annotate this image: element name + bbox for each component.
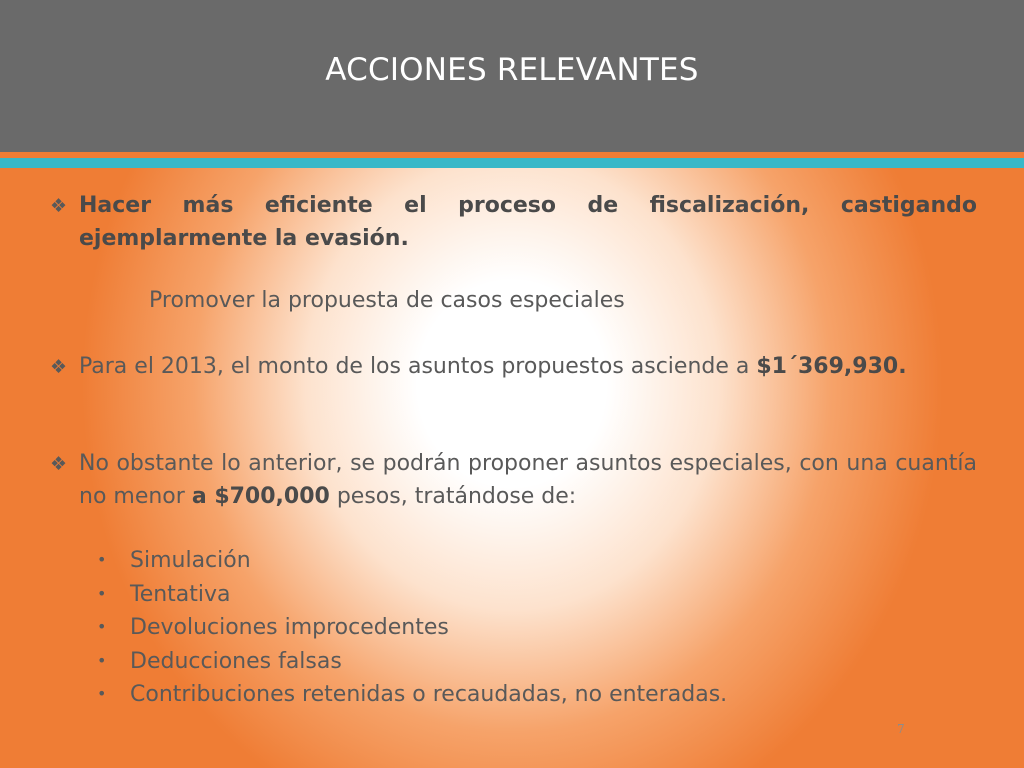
list-item (97, 645, 727, 679)
point-special-cases-text (79, 447, 977, 513)
point-amount-text (79, 350, 977, 383)
point-special-lead: No obstante lo anterior, se podrán proponer asuntos especiales, con una cuantía no menor (79, 451, 977, 509)
point-special-tail: pesos, tratándose de: (329, 484, 577, 509)
list-item-label: Contribuciones retenidas o recaudadas, no enteradas. (130, 682, 728, 707)
page-number: 7 (897, 722, 905, 736)
point-efficiency-text: Hacer más eficiente el proceso de fiscalización, castigando ejemplarmente la evasión. (79, 193, 977, 251)
point-special-amount: a $700,000 (191, 484, 330, 509)
diamond-bullet-icon: ❖ (50, 356, 68, 378)
dot-bullet-icon: • (97, 550, 107, 569)
point-efficiency-subline: Promover la propuesta de casos especiales (149, 288, 625, 313)
list-item (97, 578, 727, 612)
list-item-label: Deducciones falsas (130, 648, 342, 674)
dot-bullet-icon: • (97, 617, 107, 636)
special-cases-list (97, 544, 727, 712)
diamond-bullet-icon: ❖ (50, 453, 68, 475)
dot-bullet-icon: • (97, 583, 107, 603)
list-item-label: Devoluciones improcedentes (130, 615, 449, 640)
diamond-bullet-icon: ❖ (50, 195, 68, 217)
point-amount-lead: Para el 2013, el monto de los asuntos propuestos asciende a (79, 354, 757, 379)
slide-title: ACCIONES RELEVANTES (325, 52, 699, 88)
dot-bullet-icon: • (97, 650, 107, 670)
point-amount-value: $1´369,930. (756, 354, 907, 379)
list-item-label: Tentativa (130, 581, 231, 607)
list-item (97, 611, 727, 645)
dot-bullet-icon: • (97, 684, 107, 703)
list-item-label: Simulación (130, 548, 251, 573)
list-item (97, 678, 727, 712)
list-item (97, 544, 727, 578)
